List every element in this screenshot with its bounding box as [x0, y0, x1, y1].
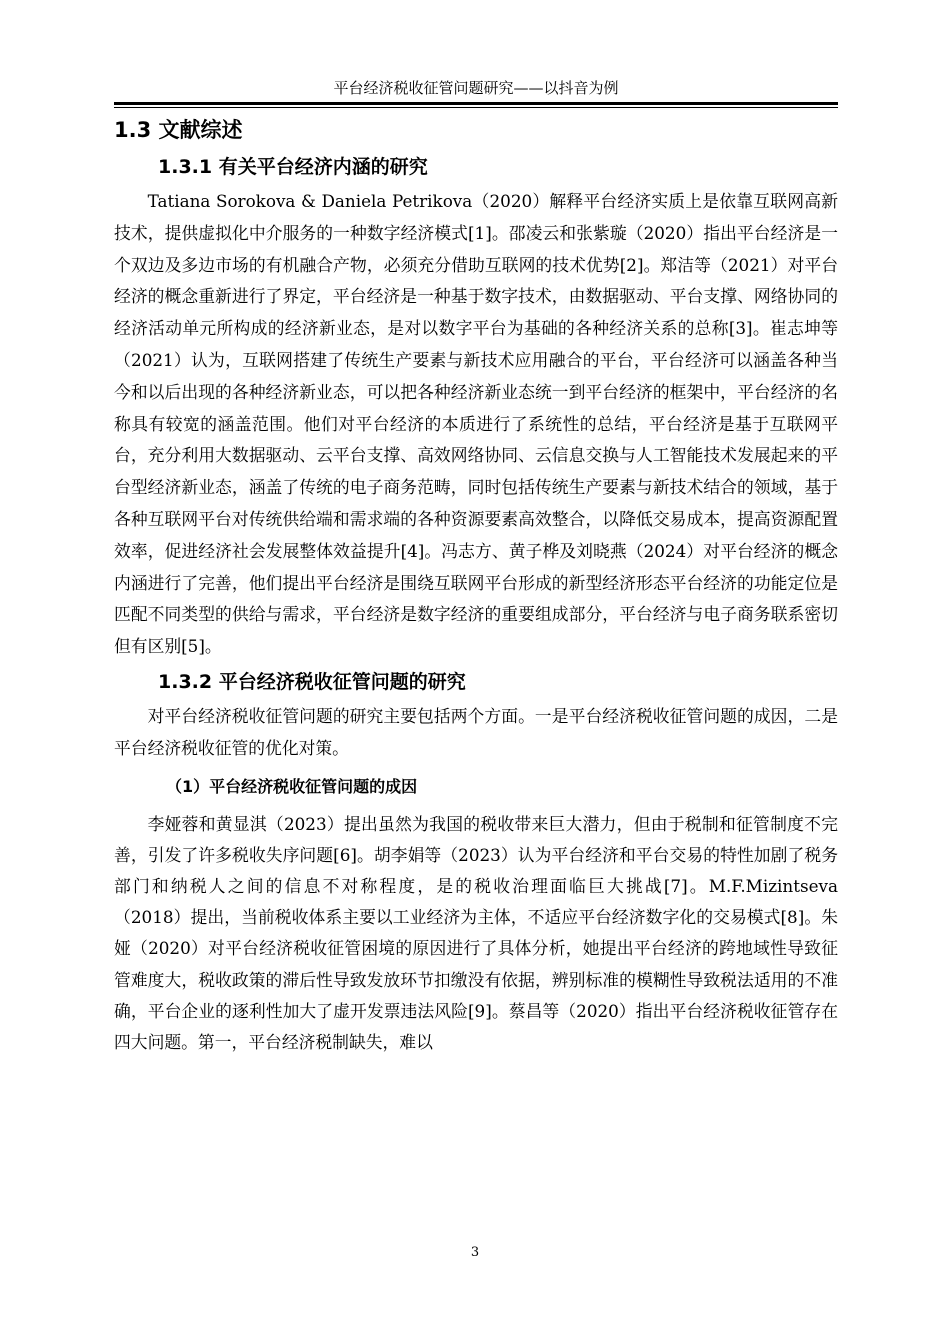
page-number: 3: [470, 1245, 480, 1260]
paragraph-tax-issue-causes: 李娅蓉和黄显淇（2023）提出虽然为我国的税收带来巨大潜力，但由于税制和征管制度不完善，引发了许多税收失序问题[6]。胡李娟等（2023）认为平台经济和平台交易的特性加剧了税务部门和纳税人之间的信息不对称程度，是的税收治理面临巨大挑战[7]。M.F.Mizintseva（2018）提出，当前税收体系主要以工业经济为主体，不适应平台经济数字化的交易模式[8]。朱娅（2020）对平台经济税收征管困境的原因进行了具体分析，她提出平台经济的跨地域性导致征管难度大，税收政策的滞后性导致发放环节扣缴没有依据，辨别标准的模糊性导致税法适用的不准确，平台企业的逐利性加大了虚开发票违法风险[9]。蔡昌等（2020）指出平台经济税收征管存在四大问题。第一，平台经济税制缺失，难以: [114, 813, 838, 1052]
page-body: [114, 112, 838, 1058]
subsection-heading-1: 1.3.1 有关平台经济内涵的研究: [158, 156, 428, 178]
running-header: 平台经济税收征管问题研究——以抖音为例: [333, 79, 619, 97]
paragraph-platform-economy-connotation: Tatiana Sorokova & Daniela Petrikova（2020）解释平台经济实质上是依靠互联网高新技术，提供虚拟化中介服务的一种数字经济模式[1]。邵凌云和张紫璇（2020）指出平台经济是一个双边及多边市场的有机融合产物，必须充分借助互联网的技术优势[2]。郑洁等（2021）对平台经济的概念重新进行了界定，平台经济是一种基于数字技术，由数据驱动、平台支撑、网络协同的经济活动单元所构成的经济新业态，是对以数字平台为基础的各种经济关系的总称[3]。崔志坤等（2021）认为，互联网搭建了传统生产要素与新技术应用融合的平台，平台经济可以涵盖各种当今和以后出现的各种经济新业态，可以把各种经济新业态统一到平台经济的框架中，平台经济的名称具有较宽的涵盖范围。他们对平台经济的本质进行了系统性的总结，平台经济是基于互联网平台，充分利用大数据驱动、云平台支撑、高效网络协同、云信息交换与人工智能技术发展起来的平台型经济新业态，涵盖了传统的电子商务范畴，同时包括传统生产要素与新技术结合的领域，基于各种互联网平台对传统供给端和需求端的各种资源要素高效整合，以降低交易成本，提高资源配置效率，促进经济社会发展整体效益提升[4]。冯志方、黄子桦及刘晓燕（2024）对平台经济的概念内涵进行了完善，他们提出平台经济是围绕互联网平台形成的新型经济形态平台经济的功能定位是匹配不同类型的供给与需求，平台经济是数字经济的重要组成部分，平台经济与电子商务联系密切但有区别[5]。: [114, 191, 838, 657]
subsection-heading-2: 1.3.2 平台经济税收征管问题的研究: [158, 670, 466, 693]
item-heading-causes: （1）平台经济税收征管问题的成因: [166, 776, 418, 796]
paragraph-tax-issues-intro: 对平台经济税收征管问题的研究主要包括两个方面。一是平台经济税收征管问题的成因，二是平台经济税收征管的优化对策。: [114, 705, 838, 758]
header-rule-thin: [114, 107, 838, 108]
section-heading: 1.3 文献综述: [114, 118, 243, 142]
header-rule-thick: [114, 102, 838, 105]
